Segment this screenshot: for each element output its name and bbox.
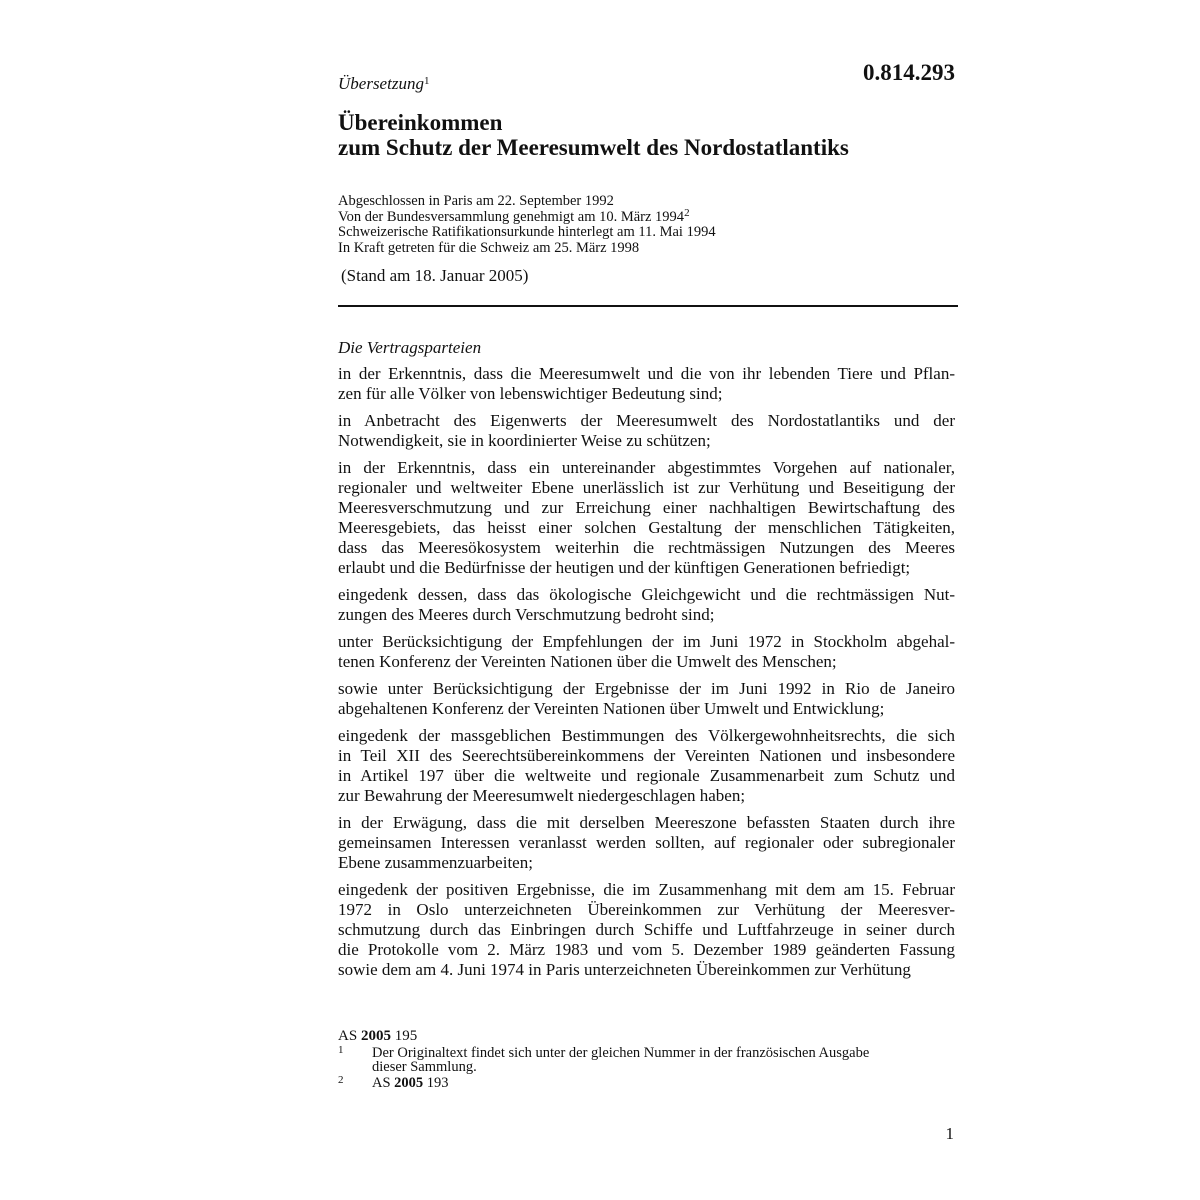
footnote-as-prefix: AS [372, 1075, 391, 1091]
preamble-body [338, 364, 955, 987]
paragraph-line: 1972 in Oslo unterzeichneten Übereinkommen zur Verhütung der Meeresver- [338, 900, 955, 919]
paragraph-line: schmutzung durch das Einbringen durch Schiffe und Luftfahrzeuge in seiner durch [338, 920, 955, 939]
preamble-paragraph [338, 585, 955, 625]
paragraph-line: eingedenk der massgeblichen Bestimmungen des Völkergewohnheitsrechts, die sich [338, 726, 955, 745]
paragraph-line: tenen Konferenz der Vereinten Nationen über die Umwelt des Menschen; [338, 652, 837, 671]
paragraph-line: eingedenk dessen, dass das ökologische Gleichgewicht und die rechtmässigen Nut- [338, 585, 955, 604]
footnote-as-year: 2005 [394, 1075, 424, 1091]
footnote-number: 1 [338, 1044, 344, 1056]
paragraph-line: gemeinsamen Interessen veranlasst werden sollten, auf regionaler oder subregionaler [338, 833, 955, 852]
paragraph-line: in der Erwägung, dass die mit derselben Meereszone befassten Staaten durch ihre [338, 813, 955, 832]
preamble-paragraph [338, 411, 955, 451]
as-prefix: AS [338, 1028, 358, 1044]
paragraph-line: sowie unter Berücksichtigung der Ergebnisse der im Juni 1992 in Rio de Janeiro [338, 679, 955, 698]
preamble-paragraph [338, 726, 955, 806]
preamble-paragraph [338, 880, 955, 980]
status-date: (Stand am 18. Januar 2005) [341, 266, 529, 285]
paragraph-line: die Protokolle vom 2. März 1983 und vom 5. Dezember 1989 geänderten Fassung [338, 940, 955, 959]
preamble-paragraph [338, 632, 955, 672]
approved-date [338, 206, 958, 226]
paragraph-line: Notwendigkeit, sie in koordinierter Weise zu schützen; [338, 431, 711, 450]
paragraph-line: in Teil XII des Seerechtsübereinkommens der Vereinten Nationen und insbesondere [338, 746, 955, 765]
concluded-date: Abgeschlossen in Paris am 22. September 1992 [338, 193, 614, 209]
paragraph-line: Meeresverschmutzung und zur Erreichung einer nachhaltigen Bewirtschaftung des [338, 498, 955, 517]
footnote-1 [338, 1046, 958, 1074]
paragraph-line: zen für alle Völker von lebenswichtiger Bedeutung sind; [338, 384, 723, 403]
preamble-paragraph [338, 364, 955, 404]
paragraph-line: in der Erkenntnis, dass ein untereinander abgestimmtes Vorgehen auf nationaler, [338, 458, 955, 477]
paragraph-line: Meeresgebiets, das heisst einer solchen Gestaltung der menschlichen Tätigkeiten, [338, 518, 955, 537]
in-force-date: In Kraft getreten für die Schweiz am 25. März 1998 [338, 239, 640, 256]
treaty-metadata [338, 194, 958, 256]
approved-text: Von der Bundesversammlung genehmigt am 10. März 1994 [338, 208, 685, 225]
paragraph-line: unter Berücksichtigung der Empfehlungen der im Juni 1972 in Stockholm abgehal- [338, 632, 955, 651]
footnote-2 [338, 1076, 958, 1090]
paragraph-line: abgehaltenen Konferenz der Vereinten Nationen über Umwelt und Entwicklung; [338, 699, 885, 718]
header-divider [338, 305, 958, 307]
paragraph-line: in Anbetracht des Eigenwerts der Meeresumwelt des Nordostatlantiks und der [338, 411, 955, 430]
title-line-1: Übereinkommen [338, 110, 503, 135]
translation-label [338, 74, 429, 94]
footnote-ref-2: 2 [684, 206, 690, 219]
document-title [338, 110, 958, 160]
preamble-paragraph [338, 458, 955, 578]
page-number: 1 [945, 1124, 954, 1143]
preamble-paragraph [338, 679, 955, 719]
footnote-text-line: Der Originaltext findet sich unter der gleichen Nummer in der französischen Ausgabe [372, 1045, 870, 1061]
footnote-ref-1: 1 [423, 75, 430, 87]
paragraph-line: zungen des Meeres durch Verschmutzung bedroht sind; [338, 605, 715, 624]
title-line-2: zum Schutz der Meeresumwelt des Nordostatlantiks [338, 135, 849, 160]
paragraph-line: Ebene zusammenzuarbeiten; [338, 853, 533, 872]
preamble-heading: Die Vertragsparteien [338, 338, 482, 357]
paragraph-line: dass das Meeresökosystem weiterhin die rechtmässigen Nutzungen des Meeres [338, 538, 955, 557]
as-year: 2005 [360, 1028, 391, 1044]
paragraph-line: erlaubt und die Bedürfnisse der heutigen und der künftigen Generationen befriedigt; [338, 558, 911, 577]
preamble-paragraph [338, 813, 955, 873]
paragraph-line: in der Erkenntnis, dass die Meeresumwelt und die von ihr lebenden Tiere und Pflan- [338, 364, 955, 383]
footnote-as-page: 193 [426, 1075, 449, 1091]
footnote-text-line: dieser Sammlung. [372, 1059, 477, 1075]
paragraph-line: in Artikel 197 über die weltweite und regionale Zusammenarbeit zum Schutz und [338, 766, 955, 785]
footnote-number: 2 [338, 1074, 344, 1086]
translation-text: Übersetzung [338, 74, 424, 93]
paragraph-line: zur Bewahrung der Meeresumwelt niedergeschlagen haben; [338, 786, 746, 805]
sr-number: 0.814.293 [863, 60, 955, 85]
ratified-date: Schweizerische Ratifikationsurkunde hinterlegt am 11. Mai 1994 [338, 224, 716, 240]
paragraph-line: eingedenk der positiven Ergebnisse, die im Zusammenhang mit dem am 15. Februar [338, 880, 955, 899]
paragraph-line: regionaler und weltweiter Ebene unerlässlich ist zur Verhütung und Beseitigung der [338, 478, 955, 497]
as-page: 195 [394, 1028, 418, 1044]
paragraph-line: sowie dem am 4. Juni 1974 in Paris unterzeichneten Übereinkommen zur Verhütung [338, 960, 911, 979]
as-reference [338, 1028, 417, 1045]
footnotes [338, 1046, 958, 1092]
